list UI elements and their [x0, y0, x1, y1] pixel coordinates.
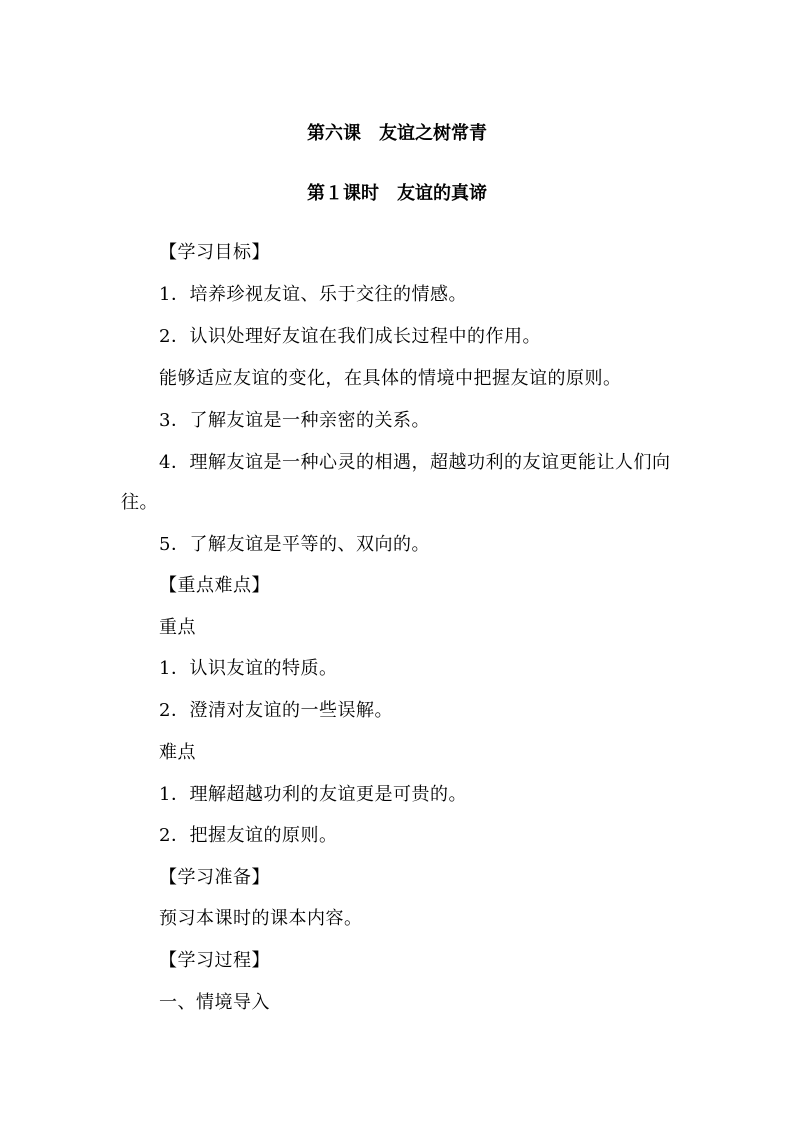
lesson-subtitle: 第１课时 友谊的真谛 — [307, 183, 487, 204]
objectives-heading: 【学习目标】 — [159, 242, 270, 263]
lesson-title: 第六课 友谊之树常青 — [307, 123, 487, 144]
objective-item: 能够适应友谊的变化，在具体的情境中把握友谊的原则。 — [159, 368, 622, 389]
objective-item: 4．理解友谊是一种心灵的相遇，超越功利的友谊更能让人们向 — [159, 452, 671, 473]
key-difficulty-heading: 【重点难点】 — [159, 575, 270, 596]
key-point-item: 2．澄清对友谊的一些误解。 — [159, 700, 393, 721]
objective-item: 1．培养珍视友谊、乐于交往的情感。 — [159, 284, 467, 305]
process-step-1: 一、情境导入 — [159, 992, 270, 1013]
preparation-heading: 【学习准备】 — [159, 867, 270, 888]
objective-item: 5．了解友谊是平等的、双向的。 — [159, 534, 430, 555]
objective-item: 2．认识处理好友谊在我们成长过程中的作用。 — [159, 326, 541, 347]
preparation-text: 预习本课时的课本内容。 — [159, 908, 363, 929]
key-points-label: 重点 — [159, 617, 196, 638]
objective-item-continuation: 往。 — [121, 492, 158, 513]
difficulty-item: 2．把握友谊的原则。 — [159, 825, 338, 846]
objective-item: 3．了解友谊是一种亲密的关系。 — [159, 410, 430, 431]
key-point-item: 1．认识友谊的特质。 — [159, 658, 338, 679]
difficulty-item: 1．理解超越功利的友谊更是可贵的。 — [159, 784, 467, 805]
process-heading: 【学习过程】 — [159, 950, 270, 971]
difficulty-label: 难点 — [159, 742, 196, 763]
